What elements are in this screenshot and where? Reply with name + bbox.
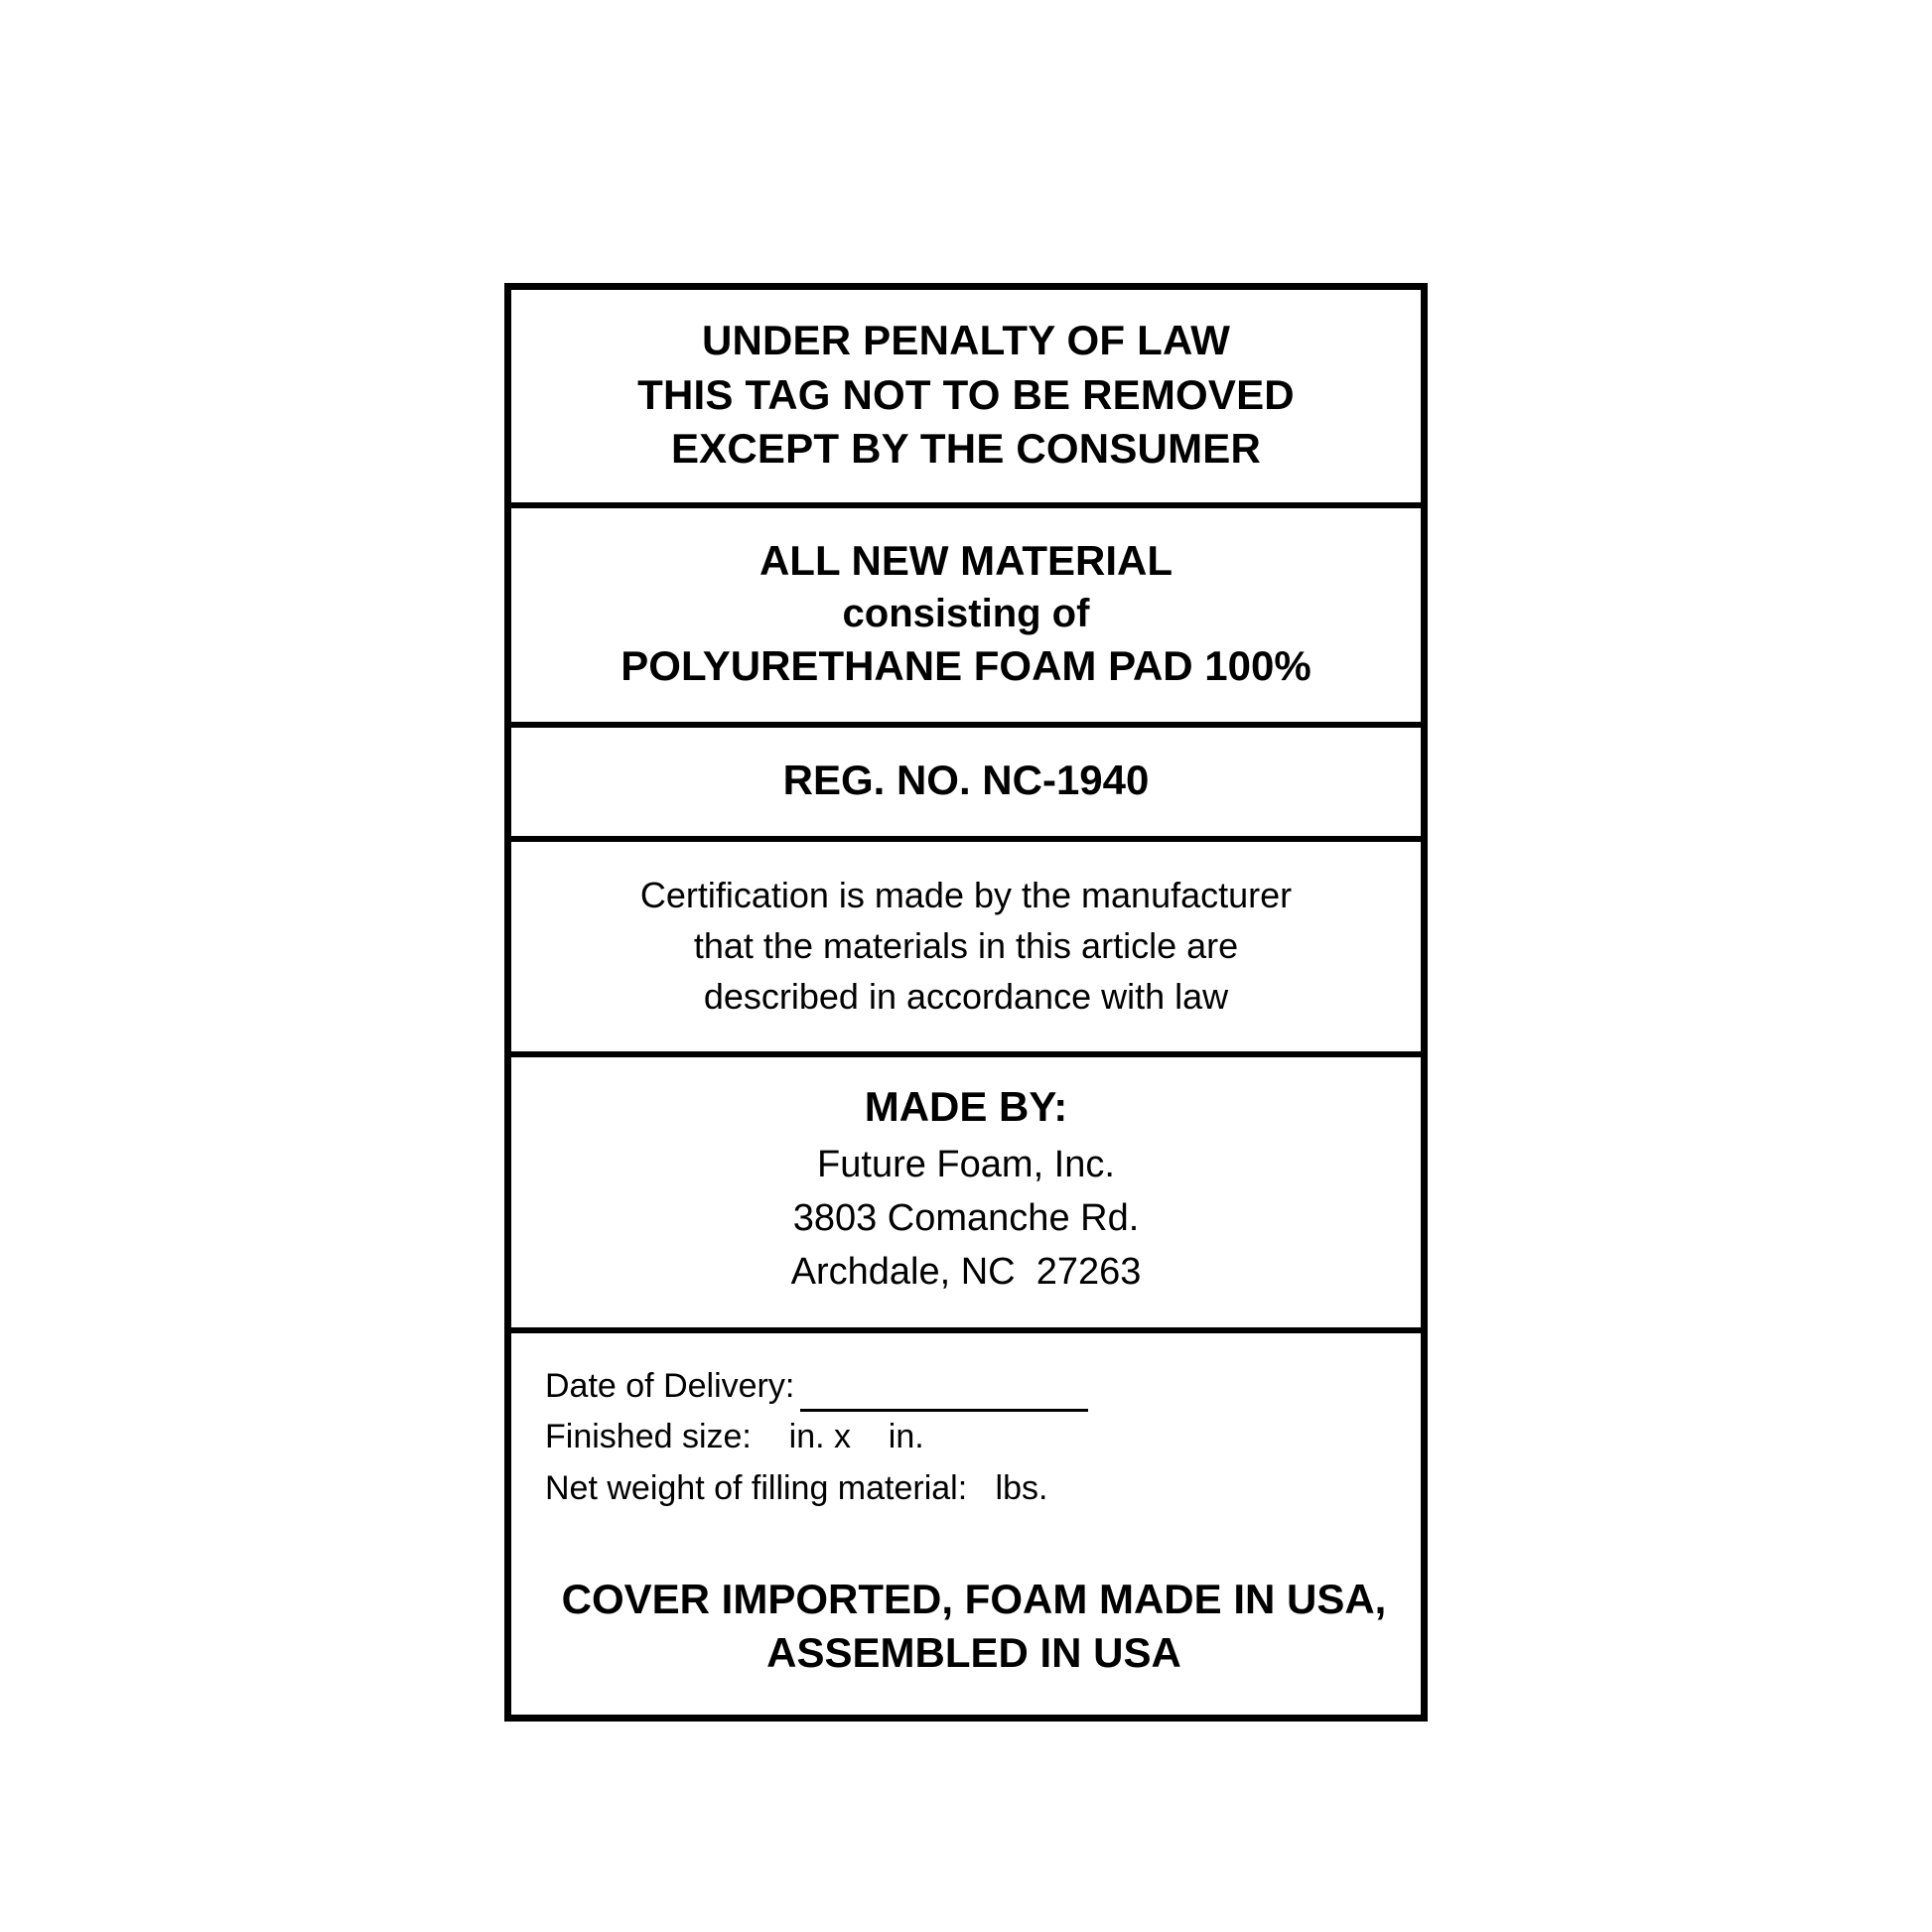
certification-line-3: described in accordance with law	[703, 975, 1229, 1017]
finished-size-label: Finished size:	[545, 1418, 752, 1456]
net-weight-field	[545, 1463, 1421, 1515]
manufacturer-name: Future Foam, Inc.	[817, 1143, 1115, 1185]
origin-line-2: ASSEMBLED IN USA	[766, 1629, 1181, 1677]
material-heading: ALL NEW MATERIAL	[759, 536, 1173, 584]
made-by-heading: MADE BY:	[864, 1082, 1068, 1130]
finished-size-field	[545, 1412, 1421, 1463]
penalty-notice-line-1: UNDER PENALTY OF LAW	[701, 317, 1231, 363]
origin-line-1: COVER IMPORTED, FOAM MADE IN USA,	[561, 1575, 1387, 1622]
origin-statement	[545, 1573, 1421, 1681]
certification-line-2: that the materials in this article are	[693, 924, 1239, 966]
manufacturer-street: 3803 Comanche Rd.	[792, 1196, 1140, 1239]
certification-statement-section	[511, 842, 1421, 1057]
registration-number-section	[511, 728, 1421, 842]
penalty-notice-section	[511, 290, 1421, 508]
law-tag-label	[504, 283, 1428, 1722]
date-of-delivery-label: Date of Delivery:	[545, 1366, 795, 1405]
material-content-section	[511, 508, 1421, 728]
registration-number: REG. NO. NC-1940	[782, 756, 1150, 803]
finished-size-value: in. x in.	[751, 1418, 924, 1456]
manufacturer-section	[511, 1057, 1421, 1333]
date-of-delivery-blank[interactable]	[800, 1383, 1088, 1412]
certification-line-1: Certification is made by the manufacturer	[639, 874, 1293, 915]
material-composition: POLYURETHANE FOAM PAD 100%	[621, 642, 1311, 690]
manufacturer-city-state-zip: Archdale, NC 27263	[790, 1250, 1142, 1293]
delivery-details-section	[511, 1333, 1421, 1715]
net-weight-value: lbs.	[967, 1469, 1048, 1508]
material-consisting-of: consisting of	[842, 592, 1090, 636]
penalty-notice-line-3: EXCEPT BY THE CONSUMER	[670, 425, 1262, 473]
penalty-notice-line-2: THIS TAG NOT TO BE REMOVED	[637, 370, 1295, 418]
net-weight-label: Net weight of filling material:	[545, 1469, 968, 1508]
date-of-delivery-field	[545, 1361, 1421, 1413]
